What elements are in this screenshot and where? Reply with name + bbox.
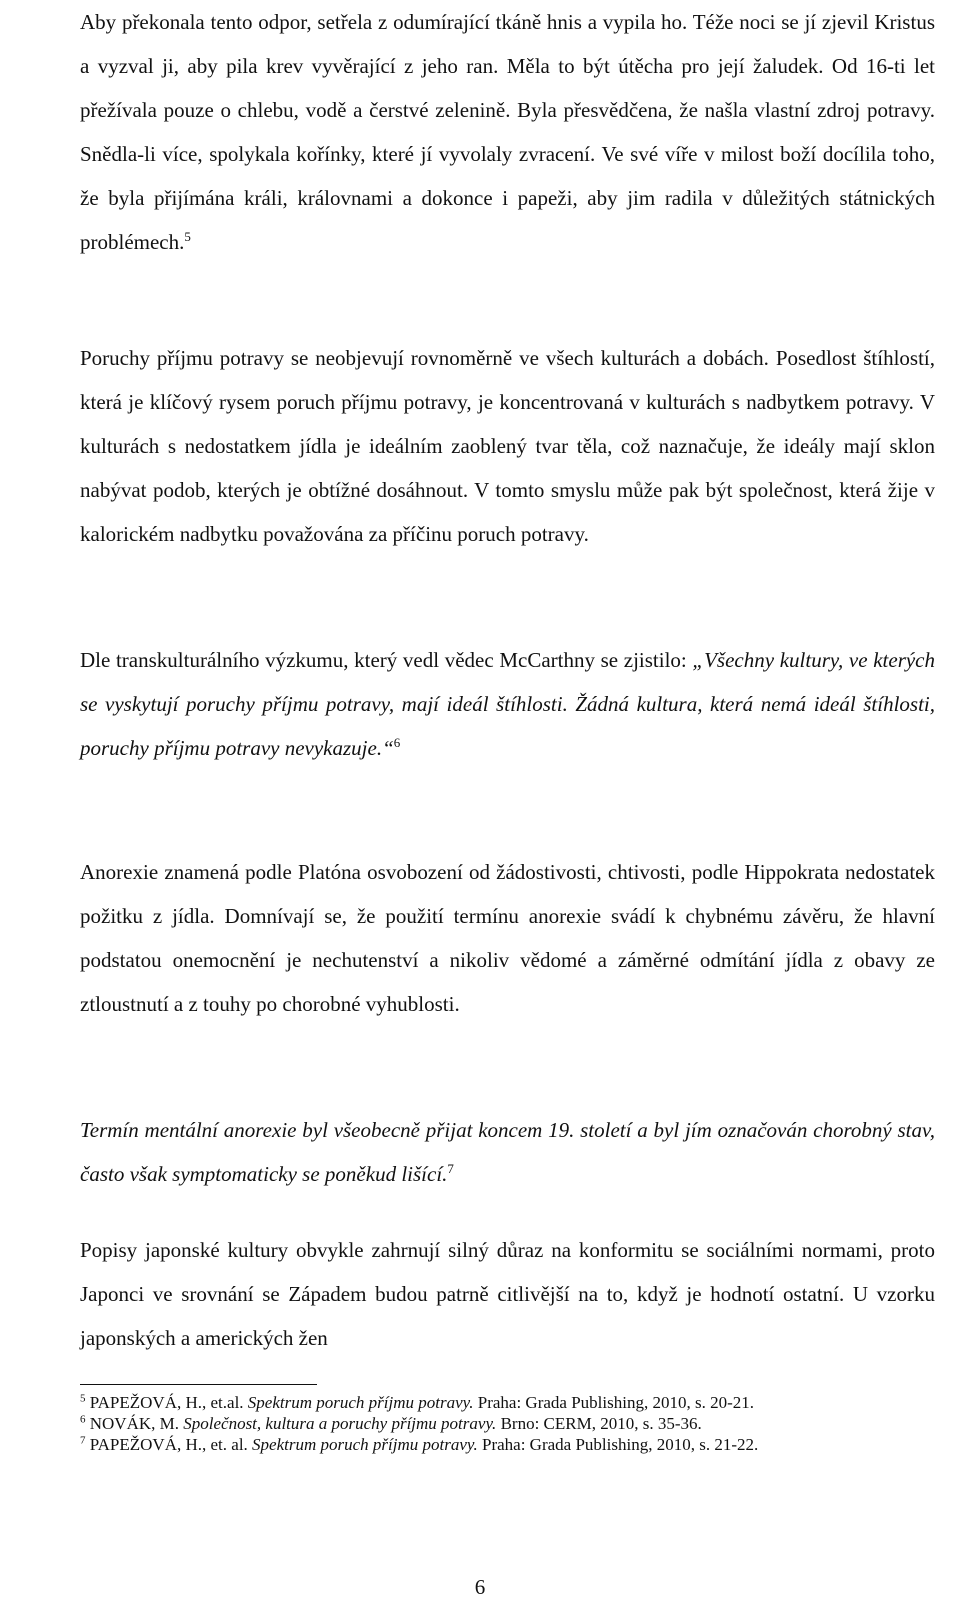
paragraph-1 xyxy=(80,0,935,264)
footnote-number: 7 xyxy=(80,1434,86,1447)
footnote-author: PAPEŽOVÁ, H., et. al. xyxy=(89,1435,248,1454)
paragraph-2 xyxy=(80,336,935,556)
footnote-publication: Brno: CERM, 2010, s. 35-36. xyxy=(500,1414,702,1433)
footnote-title: Společnost, kultura a poruchy příjmu potravy. xyxy=(183,1414,497,1433)
footnote-ref-7[interactable]: 7 xyxy=(447,1161,454,1176)
paragraph-text: Termín mentální anorexie byl všeobecně přijat koncem 19. století a byl jím označován chorobný stav, často však symptomaticky se poněkud lišící. xyxy=(80,1118,935,1186)
paragraph-intro: Dle transkulturálního výzkumu, který vedl vědec McCarthny se zjistilo: xyxy=(80,648,687,672)
footnote-title: Spektrum poruch příjmu potravy. xyxy=(247,1393,474,1412)
footnote-author: NOVÁK, M. xyxy=(89,1414,179,1433)
footnote-author: PAPEŽOVÁ, H., et.al. xyxy=(89,1393,244,1412)
paragraph-text: Aby překonala tento odpor, setřela z odumírající tkáně hnis a vypila ho. Téže noci se jí zjevil Kristus a vyzval ji, aby pila krev vyvěrající z jeho ran. Měla to být útěcha pro její žaludek. Od 16-ti let přežívala pouze o chlebu, vodě a čerstvé zelenině. Byla přesvědčena, že našla vlastní zdroj potravy. Snědla-li více, spolykala kořínky, které jí vyvolaly zvracení. Ve své víře v milost boží docílila toho, že byla přijímána králi, královnami a dokonce i papeži, aby jim radila v důležitých státnických problémech. xyxy=(80,10,935,254)
paragraph-6 xyxy=(80,1228,935,1360)
footnote-publication: Praha: Grada Publishing, 2010, s. 21-22. xyxy=(482,1435,759,1454)
footnote-number: 5 xyxy=(80,1392,86,1405)
footnote-6 xyxy=(80,1413,880,1434)
footnote-separator xyxy=(80,1384,317,1385)
paragraph-3 xyxy=(80,638,935,770)
paragraph-4 xyxy=(80,850,935,1026)
paragraph-text: Poruchy příjmu potravy se neobjevují rovnoměrně ve všech kulturách a dobách. Posedlost štíhlostí, která je klíčový rysem poruch příjmu potravy, je koncentrovaná v kulturách s nadbytkem potravy. V kulturách s nedostatkem jídla je ideálním zaoblený tvar těla, což naznačuje, že ideály mají sklon nabývat podob, kterých je obtížné dosáhnout. V tomto smyslu může pak být společnost, která žije v kalorickém nadbytku považována za příčinu poruch potravy. xyxy=(80,346,935,546)
footnote-number: 6 xyxy=(80,1413,86,1426)
footnote-publication: Praha: Grada Publishing, 2010, s. 20-21. xyxy=(477,1393,754,1412)
paragraph-text: Popisy japonské kultury obvykle zahrnují silný důraz na konformitu se sociálními normami, proto Japonci ve srovnání se Západem budou patrně citlivější na to, když je hodnotí ostatní. U vzorku japonských a amerických žen xyxy=(80,1238,935,1350)
paragraph-text: Anorexie znamená podle Platóna osvobození od žádostivosti, chtivosti, podle Hippokrata nedostatek požitku z jídla. Domnívají se, že použití termínu anorexie svádí k chybnému závěru, že hlavní podstatou onemocnění je nechutenství a nikoliv vědomé a záměrné odmítání jídla z obavy ze ztloustnutí a z touhy po chorobné vyhublosti. xyxy=(80,860,935,1016)
footnote-title: Spektrum poruch příjmu potravy. xyxy=(252,1435,478,1454)
footnote-ref-6[interactable]: 6 xyxy=(393,735,401,750)
footnotes xyxy=(80,1392,880,1455)
footnote-7 xyxy=(80,1434,880,1455)
paragraph-5 xyxy=(80,1108,935,1196)
page-number: 6 xyxy=(474,1575,486,1599)
footnote-ref-5[interactable]: 5 xyxy=(184,229,191,244)
footnote-5 xyxy=(80,1392,880,1413)
quotation: „Všechny kultury, ve kterých se vyskytují poruchy příjmu potravy, mají ideál štíhlosti. Žádná kultura, která nemá ideál štíhlosti, poruchy příjmu potravy nevykazuje.“ xyxy=(80,648,936,760)
